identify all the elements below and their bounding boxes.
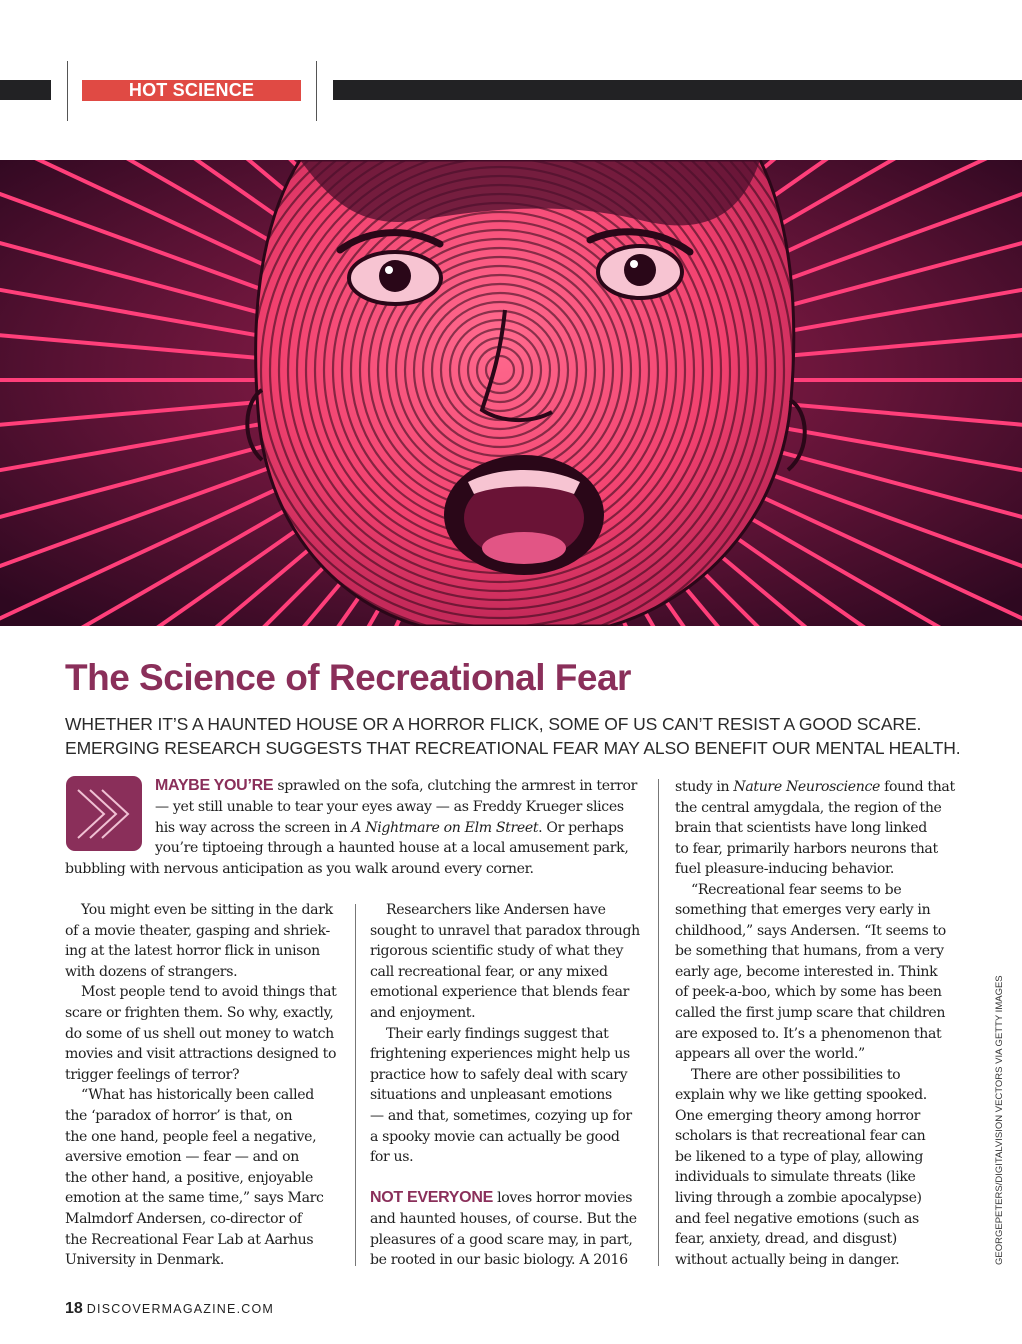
body-line: ing at the latest horror flick in unison: [65, 943, 320, 960]
body-line: Their early findings suggest that: [386, 1025, 609, 1042]
body-line: frightening experiences might help us: [370, 1046, 630, 1063]
body-line: aversive emotion — fear — and on: [65, 1149, 300, 1166]
body-line: the ‘paradox of horror’ is that, on: [65, 1108, 293, 1124]
left-eye: [349, 252, 441, 304]
body-line: be likened to a type of play, allowing: [675, 1148, 924, 1165]
body-line: and enjoyment.: [370, 1005, 476, 1021]
intro-line: bubbling with nervous anticipation as you walk around every corner.: [65, 861, 534, 877]
site-name: DISCOVERMAGAZINE.COM: [86, 1302, 275, 1316]
article-title: The Science of Recreational Fear: [65, 657, 631, 698]
body-line: to fear, primarily harbors neurons that: [675, 840, 938, 857]
body-line: appears all over the world.”: [675, 1046, 865, 1063]
body-line: the Recreational Fear Lab at Aarhus: [65, 1231, 314, 1248]
body-line: the one hand, people feel a negative,: [65, 1128, 317, 1145]
body-line: the central amygdala, the region of the: [675, 799, 942, 816]
body-line: Most people tend to avoid things that: [81, 984, 337, 1001]
body-line: living through a zombie apocalypse): [675, 1189, 922, 1206]
body-line: individuals to simulate threats (like: [675, 1169, 916, 1186]
body-line: emotion at the same time,” says Marc: [65, 1190, 324, 1207]
body-line: Researchers like Andersen have: [386, 902, 606, 918]
intro-text: . Or perhaps: [538, 820, 624, 836]
body-line: with dozens of strangers.: [65, 963, 238, 980]
body-line: are exposed to. It’s a phenomenon that: [675, 1025, 942, 1042]
screaming-mouth: [444, 455, 604, 575]
journal-title: Nature Neuroscience: [733, 779, 880, 795]
intro-lead: MAYBE YOU’RE: [155, 777, 274, 794]
body-line: You might even be sitting in the dark: [81, 902, 333, 918]
photo-credit: GEORGEPETERS/DIGITALVISION VECTORS VIA GETTY IMAGES: [994, 975, 1005, 1265]
body-line: early age, become interested in. Think: [675, 963, 938, 980]
body-line: be rooted in our basic biology. A 2016: [370, 1252, 628, 1268]
intro-text: his way across the screen in: [155, 820, 352, 836]
body-line: the other hand, a positive, enjoyable: [65, 1169, 314, 1186]
intro-line: — yet still unable to tear your eyes away — as Freddy Krueger slices: [155, 799, 624, 815]
body-line: “What has historically been called: [81, 1087, 314, 1104]
body-line: fear, anxiety, dread, and disgust): [675, 1231, 897, 1248]
col3-text: study in: [675, 779, 734, 795]
body-line: — and that, sometimes, cozying up for: [370, 1108, 632, 1124]
body-line: do some of us shell out money to watch: [65, 1025, 334, 1042]
body-line: Malmdorf Andersen, co-director of: [65, 1211, 302, 1227]
body-line: rigorous scientific study of what they: [370, 943, 624, 960]
body-line: situations and unpleasant emotions: [370, 1087, 612, 1104]
hero-illustration: [0, 160, 1022, 626]
film-title: A Nightmare on Elm Street: [351, 820, 539, 836]
header-bar-right: [333, 80, 1022, 100]
body-line: sought to unravel that paradox through: [370, 922, 640, 939]
body-line: of peek-a-boo, which by some has been: [675, 984, 942, 1001]
article-deck-line: WHETHER IT’S A HAUNTED HOUSE OR A HORROR FLICK, SOME OF US CAN’T RESIST A GOOD SCARE.: [65, 714, 922, 734]
body-line: [675, 777, 955, 797]
body-line: University in Denmark.: [65, 1252, 224, 1269]
article-deck-line: EMERGING RESEARCH SUGGESTS THAT RECREATIONAL FEAR MAY ALSO BENEFIT OUR MENTAL HEALTH.: [65, 738, 961, 758]
body-line: “Recreational fear seems to be: [691, 881, 902, 898]
page-number: 18: [65, 1300, 83, 1317]
body-line: a spooky movie can actually be good: [370, 1128, 620, 1145]
body-line: There are other possibilities to: [691, 1066, 901, 1083]
body-line: explain why we like getting spooked.: [675, 1087, 927, 1104]
body-line: movies and visit attractions designed to: [65, 1046, 337, 1063]
body-line: something that emerges very early in: [675, 902, 931, 919]
intro-line: [155, 776, 637, 796]
col2-lead-line: [370, 1188, 632, 1208]
col2-lead: NOT EVERYONE: [370, 1189, 493, 1206]
body-line: of a movie theater, gasping and shriek-: [65, 922, 330, 939]
body-line: One emerging theory among horror: [675, 1107, 920, 1124]
header-divider: [316, 61, 317, 121]
intro-line: [155, 818, 624, 838]
body-line: practice how to safely deal with scary: [370, 1066, 628, 1083]
intro-text: sprawled on the sofa, clutching the armrest in terror: [273, 778, 637, 794]
body-line: childhood,” says Andersen. “It seems to: [675, 922, 946, 939]
chevron-right-icon: [66, 776, 142, 851]
right-eye: [598, 246, 682, 298]
body-line: and haunted houses, of course. But the: [370, 1211, 637, 1227]
body-line: emotional experience that blends fear: [370, 984, 630, 1001]
column-divider: [355, 904, 356, 1266]
body-line: without actually being in danger.: [675, 1251, 900, 1268]
column-divider: [658, 779, 659, 1266]
intro-line: you’re tiptoeing through a haunted house at a local amusement park,: [155, 840, 629, 856]
header-divider: [67, 61, 68, 121]
col3-text: found that: [880, 779, 955, 795]
col2-text: loves horror movies: [492, 1190, 633, 1206]
body-line: trigger feelings of terror?: [65, 1066, 240, 1083]
body-line: and feel negative emotions (such as: [675, 1210, 919, 1227]
body-line: called the first jump scare that children: [675, 1005, 946, 1021]
body-line: call recreational fear, or any mixed: [370, 963, 608, 980]
body-line: pleasures of a good scare may, in part,: [370, 1232, 633, 1248]
body-line: scholars is that recreational fear can: [675, 1128, 926, 1145]
body-line: for us.: [370, 1149, 414, 1166]
page-footer: [65, 1300, 274, 1318]
body-line: scare or frighten them. So why, exactly,: [65, 1005, 334, 1021]
header-bar-left: [0, 80, 51, 100]
screaming-face-illustration: [0, 160, 1022, 626]
section-tag: HOT SCIENCE: [82, 80, 301, 101]
body-line: fuel pleasure-inducing behavior.: [675, 861, 894, 878]
body-line: brain that scientists have long linked: [675, 820, 927, 837]
body-line: be something that humans, from a very: [675, 943, 944, 960]
